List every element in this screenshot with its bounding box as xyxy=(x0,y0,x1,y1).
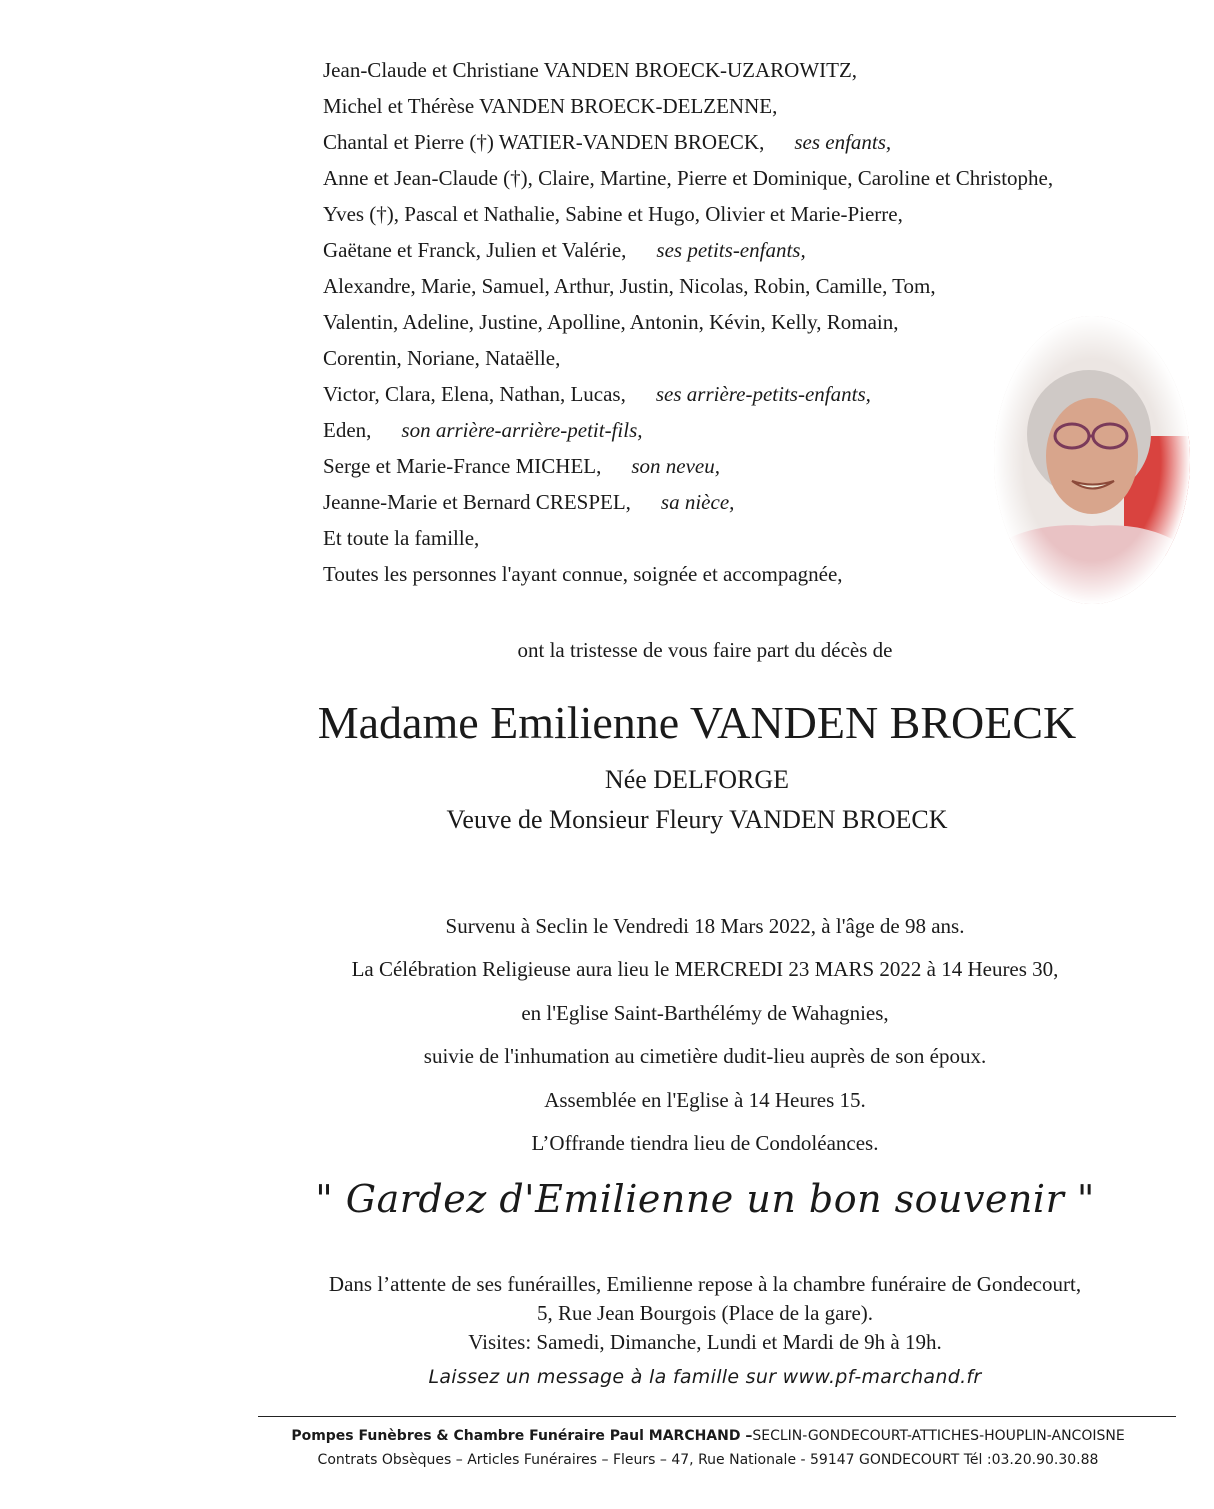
family-line xyxy=(323,232,1163,268)
portrait-photo xyxy=(994,316,1190,604)
detail-line: La Célébration Religieuse aura lieu le MERCREDI 23 MARS 2022 à 14 Heures 30, xyxy=(351,957,1059,982)
family-names: Serge et Marie-France MICHEL, xyxy=(323,454,602,478)
detail-line: Assemblée en l'Eglise à 14 Heures 15. xyxy=(544,1087,866,1112)
family-role: ses petits-enfants, xyxy=(656,238,806,262)
family-role: son arrière-arrière-petit-fils, xyxy=(401,418,643,442)
footer-company-line xyxy=(258,1425,1158,1447)
family-names: Gaëtane et Franck, Julien et Valérie, xyxy=(323,238,627,262)
family-role: ses enfants, xyxy=(794,130,892,154)
detail-line: Survenu à Seclin le Vendredi 18 Mars 2022, à l'âge de 98 ans. xyxy=(445,914,965,938)
maiden-name: Née DELFORGE xyxy=(604,765,790,794)
detail-line: L’Offrande tiendra lieu de Condoléances. xyxy=(531,1130,879,1155)
family-names: Corentin, Noriane, Nataëlle, xyxy=(323,346,561,370)
family-names: Jean-Claude et Christiane VANDEN BROECK-UZAROWITZ, xyxy=(323,58,858,82)
family-names: Toutes les personnes l'ayant connue, soignée et accompagnée, xyxy=(323,562,843,586)
detail-line: suivie de l'inhumation au cimetière dudit-lieu auprès de son époux. xyxy=(423,1044,987,1069)
family-names: Eden, xyxy=(323,418,372,442)
footer-towns: SECLIN-GONDECOURT-ATTICHES-HOUPLIN-ANCOISNE xyxy=(752,1428,1125,1444)
family-names: Chantal et Pierre (†) WATIER-VANDEN BROECK, xyxy=(323,130,765,154)
repose-line: Dans l’attente de ses funérailles, Emilienne repose à la chambre funéraire de Gondecourt, xyxy=(328,1272,1082,1296)
family-line xyxy=(323,52,1163,88)
memorial-quote: " Gardez d'Emilienne un bon souvenir " xyxy=(315,1177,1095,1221)
footer-services: Contrats Obsèques – Articles Funéraires – Fleurs – 47, Rue Nationale - 59147 GONDECOURT Tél :03.20.90.30.88 xyxy=(317,1452,1099,1468)
repose-line: Visites: Samedi, Dimanche, Lundi et Mardi de 9h à 19h. xyxy=(468,1330,942,1354)
announcement: ont la tristesse de vous faire part du décès de xyxy=(517,638,893,662)
funeral-details xyxy=(98,905,1214,1165)
footer-company: Pompes Funèbres & Chambre Funéraire Paul MARCHAND – xyxy=(291,1428,753,1444)
repose-info xyxy=(98,1270,1214,1357)
family-line xyxy=(323,196,1163,232)
family-line xyxy=(323,304,1163,340)
family-names: Jeanne-Marie et Bernard CRESPEL, xyxy=(323,490,631,514)
family-line xyxy=(323,124,1163,160)
family-names: Yves (†), Pascal et Nathalie, Sabine et Hugo, Olivier et Marie-Pierre, xyxy=(323,202,903,226)
message-link[interactable]: Laissez un message à la famille sur www.pf-marchand.fr xyxy=(428,1366,982,1388)
family-names: Valentin, Adeline, Justine, Apolline, Antonin, Kévin, Kelly, Romain, xyxy=(323,310,899,334)
family-line xyxy=(323,88,1163,124)
family-names: Michel et Thérèse VANDEN BROECK-DELZENNE, xyxy=(323,94,778,118)
family-names: Alexandre, Marie, Samuel, Arthur, Justin, Nicolas, Robin, Camille, Tom, xyxy=(323,274,936,298)
family-role: sa nièce, xyxy=(660,490,735,514)
deceased-name: Madame Emilienne VANDEN BROECK xyxy=(317,697,1077,748)
portrait-illustration xyxy=(994,316,1190,604)
repose-line: 5, Rue Jean Bourgois (Place de la gare). xyxy=(536,1301,874,1325)
widow-of: Veuve de Monsieur Fleury VANDEN BROECK xyxy=(446,805,948,834)
family-names: Et toute la famille, xyxy=(323,526,480,550)
detail-line: en l'Eglise Saint-Barthélémy de Wahagnies, xyxy=(521,1000,889,1025)
family-role: ses arrière-petits-enfants, xyxy=(655,382,871,406)
family-line xyxy=(323,268,1163,304)
family-names: Victor, Clara, Elena, Nathan, Lucas, xyxy=(323,382,626,406)
family-names: Anne et Jean-Claude (†), Claire, Martine, Pierre et Dominique, Caroline et Christophe, xyxy=(323,166,1054,190)
family-role: son neveu, xyxy=(631,454,720,478)
footer-divider xyxy=(258,1416,1176,1417)
family-line xyxy=(323,160,1163,196)
